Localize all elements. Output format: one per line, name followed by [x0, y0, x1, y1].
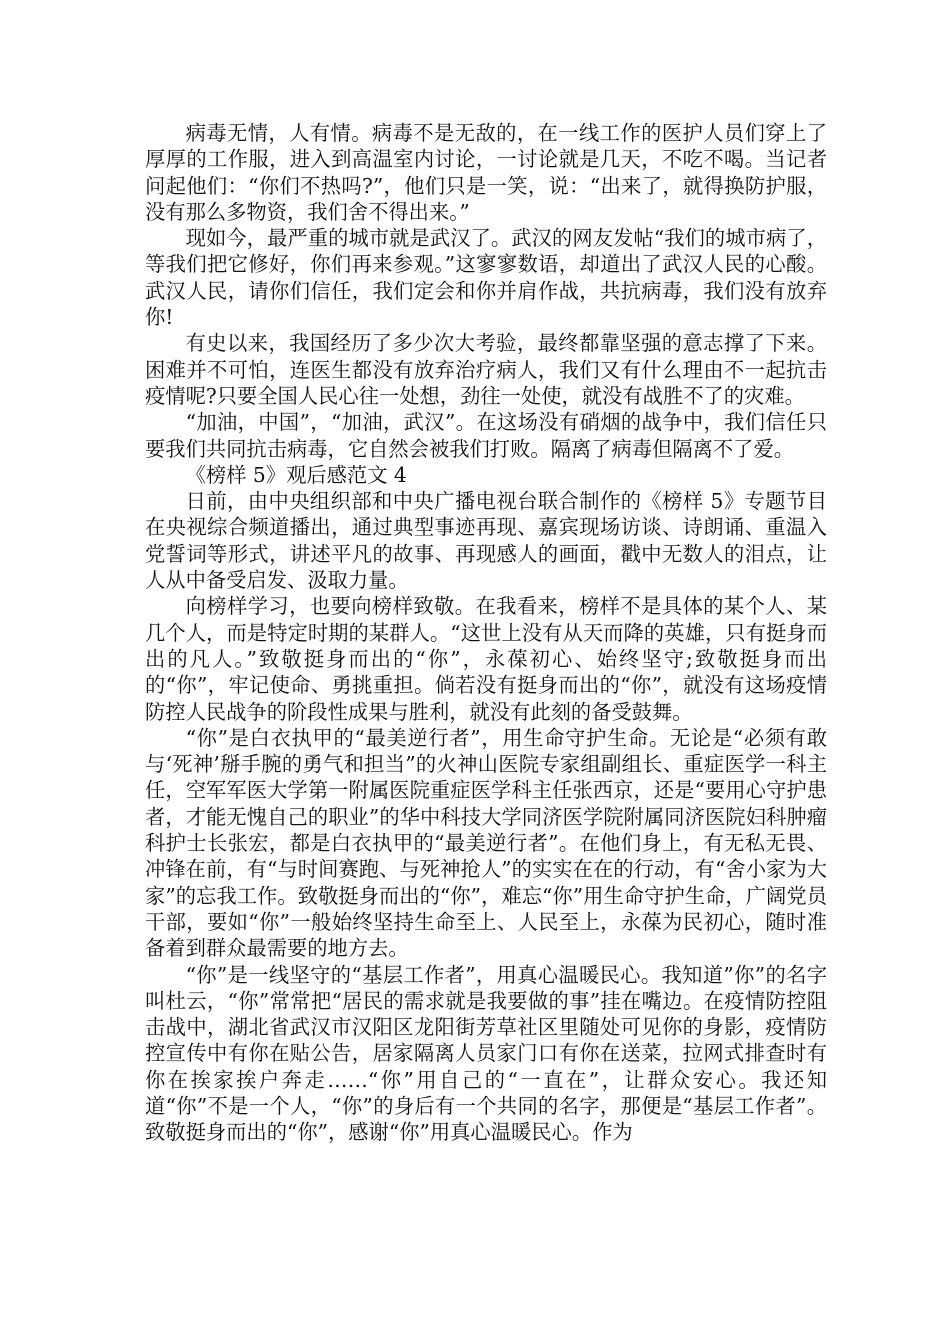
paragraph-7: “你”是白衣执甲的“最美逆行者”，用生命守护生命。无论是“必须有敢与‘死神’掰手腕的勇气和担当”的火神山医院专家组副组长、重症医学一科主任，空军军医大学第一附属医院重症医学科主任张西京，还是“要用心守护患者，才能无愧自己的职业”的华中科技大学同济医学院附属同济医院妇科肿瘤科护士长张宏，都是白衣执甲的“最美逆行者”。在他们身上，有无私无畏、冲锋在前，有“与时间赛跑、与死神抢人”的实实在在的行动，有“舍小家为大家”的忘我工作。致敬挺身而出的“你”，难忘“你”用生命守护生命，广阔党员干部，要如“你”一般始终坚持生命至上、人民至上，永葆为民初心，随时准备着到群众最需要的地方去。	[145, 725, 827, 961]
paragraph-4: “加油，中国”，“加油，武汉”。在这场没有硝烟的战争中，我们信任只要我们共同抗击病毒，它自然会被我们打败。隔离了病毒但隔离不了爱。	[145, 410, 827, 461]
document-page	[145, 120, 827, 1146]
paragraph-2: 现如今，最严重的城市就是武汉了。武汉的网友发帖“我们的城市病了，等我们把它修好，你们再来参观。”这寥寥数语，却道出了武汉人民的心酸。武汉人民，请你们信任，我们定会和你并肩作战，共抗病毒，我们没有放弃你!	[145, 226, 827, 330]
paragraph-5: 日前，由中央组织部和中央广播电视台联合制作的《榜样 5》专题节目在央视综合频道播出，通过典型事迹再现、嘉宾现场访谈、诗朗诵、重温入党誓词等形式，讲述平凡的故事、再现感人的画面，戳中无数人的泪点，让人从中备受启发、汲取力量。	[145, 489, 827, 593]
paragraph-3: 有史以来，我国经历了多少次大考验，最终都靠坚强的意志撑了下来。困难并不可怕，连医生都没有放弃治疗病人，我们又有什么理由不一起抗击疫情呢?只要全国人民心往一处想，劲往一处使，就没有战胜不了的灾难。	[145, 331, 827, 408]
paragraph-1: 病毒无情，人有情。病毒不是无敌的，在一线工作的医护人员们穿上了厚厚的工作服，进入到高温室内讨论，一讨论就是几天，不吃不喝。当记者问起他们：“你们不热吗?”，他们只是一笑，说：“出来了，就得换防护服，没有那么多物资，我们舍不得出来。”	[145, 121, 827, 224]
paragraph-6: 向榜样学习，也要向榜样致敬。在我看来，榜样不是具体的某个人、某几个人，而是特定时期的某群人。“这世上没有从天而降的英雄，只有挺身而出的凡人。”致敬挺身而出的“你”，永葆初心、始终坚守;致敬挺身而出的“你”，牢记使命、勇挑重担。倘若没有挺身而出的“你”，就没有这场疫情防控人民战争的阶段性成果与胜利，就没有此刻的备受鼓舞。	[145, 594, 827, 724]
section-heading: 《榜样 5》观后感范文 4	[185, 462, 407, 487]
paragraph-8: “你”是一线坚守的“基层工作者”，用真心温暖民心。我知道”你”的名字叫杜云，“你”常常把“居民的需求就是我要做的事”挂在嘴边。在疫情防控阻击战中，湖北省武汉市汉阳区龙阳街芳草社区里随处可见你的身影，疫情防控宣传中有你在贴公告，居家隔离人员家门口有你在送菜，拉网式排查时有你在挨家挨户奔走……“你”用自己的“一直在”，让群众安心。我还知道“你”不是一个人，“你”的身后有一个共同的名字，那便是“基层工作者”。致敬挺身而出的“你”，感谢“你”用真心温暖民心。作为	[145, 962, 827, 1145]
